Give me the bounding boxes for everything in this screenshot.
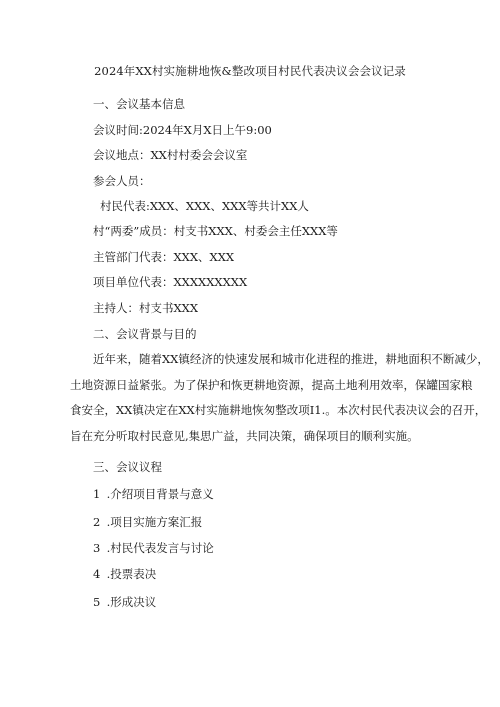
agenda-item-text: .村民代表发言与讨论: [106, 541, 214, 555]
agenda-item: [93, 486, 214, 502]
agenda-item: [93, 566, 156, 582]
section-heading-agenda: 三、会议议程: [93, 460, 162, 474]
agenda-item-text: .介绍项目背景与意义: [106, 487, 214, 501]
department-representatives: 主管部门代表：XXX、XXX: [93, 250, 235, 264]
project-unit-representatives: 项目单位代表：XXXXXXXXX: [93, 275, 248, 289]
meeting-host: 主持人：村支书XXX: [93, 301, 199, 315]
section-heading-background: 二、会议背景与目的: [93, 327, 197, 341]
agenda-item-number: 2: [93, 515, 101, 529]
meeting-place: 会议地点：XX村村委会会议室: [93, 148, 248, 162]
agenda-item: [93, 514, 202, 530]
background-line-2: 土地资源日益紧张。为了保护和恢更耕地资源，提高土地利用效率，保罐国家粮: [70, 378, 473, 392]
agenda-item: [93, 594, 156, 610]
agenda-item-number: 3: [93, 541, 101, 555]
agenda-item-number: 1: [93, 487, 101, 501]
background-line-1: 近年来，随着XX镇经济的快速发展和城市化进程的推进，耕地面积不断减少，: [93, 352, 489, 366]
background-line-4: 旨在充分听取村民意见,集思广益，共同决策，确保项目的顺利实施。: [70, 429, 419, 443]
agenda-item: [93, 540, 214, 556]
background-line-3: 食安全，XX镇决定在XX村实施耕地恢匆整改项I1.。本次村民代表决议会的召开，: [70, 403, 487, 417]
section-heading-basic-info: 一、会议基本信息: [93, 97, 185, 111]
attendees-label: 参会人员：: [93, 174, 151, 188]
agenda-item-text: .投票表决: [106, 567, 157, 581]
agenda-item-number: 5: [93, 595, 101, 609]
document-title: 2024年XX村实施耕地恢&整改项目村民代表决议会会议记录: [94, 64, 406, 78]
two-committees-members: 村“两委”成员：村支书XXX、村委会主任XXX等: [93, 224, 338, 238]
agenda-item-text: .项目实施方案汇报: [106, 515, 203, 529]
meeting-time: 会议时间:2024年X月X日上午9:00: [93, 123, 272, 137]
agenda-item-text: .形成决议: [106, 595, 157, 609]
agenda-item-number: 4: [93, 567, 101, 581]
villager-representatives: 村民代表:XXX、XXX、XXX等共计XX人: [100, 199, 309, 213]
